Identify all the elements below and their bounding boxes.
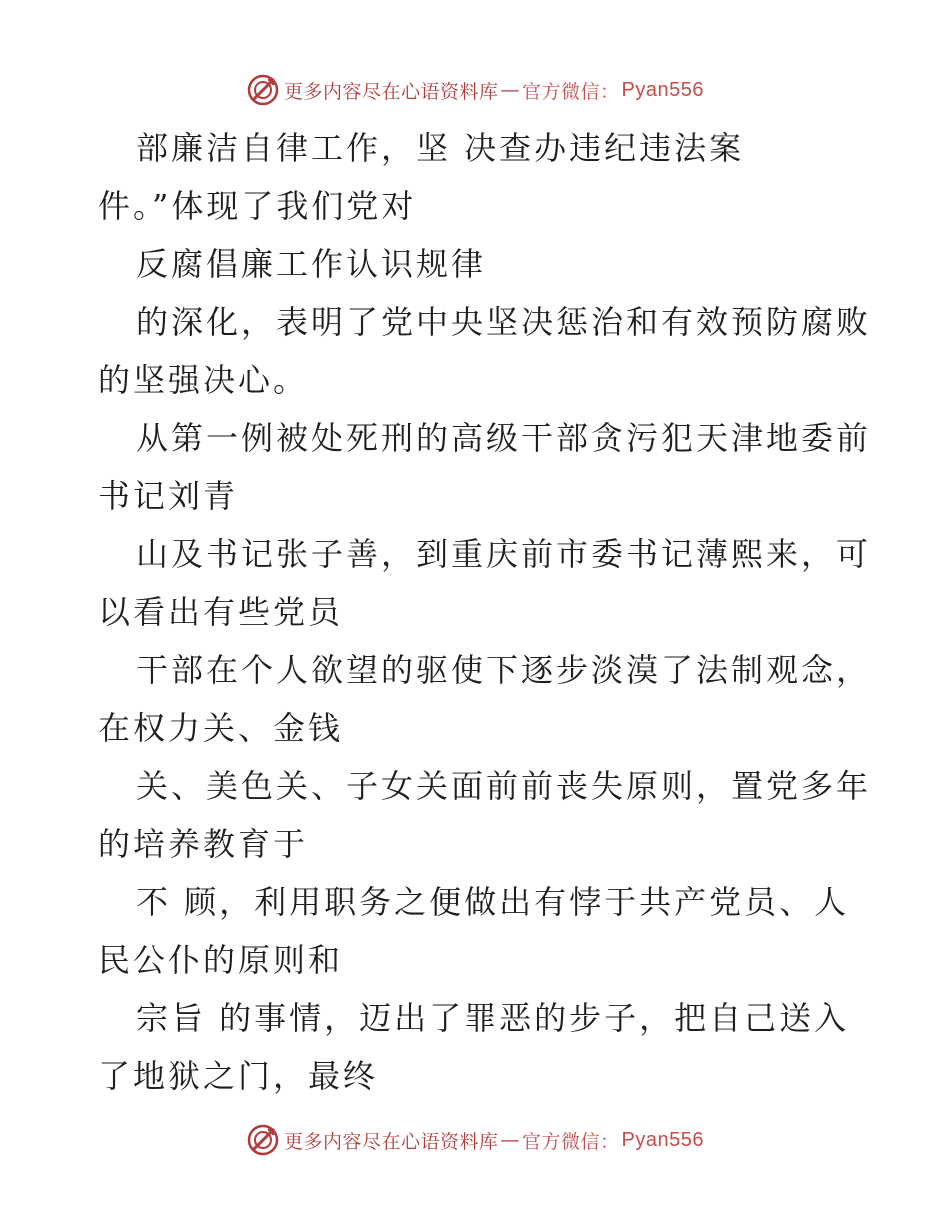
body-line: 民公仆的原则和 bbox=[98, 941, 344, 979]
body-line: 的深化，表明了党中央坚决惩治和有效预防腐败 bbox=[136, 303, 872, 341]
header-brand: 更多内容尽在心语资料库 bbox=[284, 80, 499, 103]
body-line: 书记刘青 bbox=[98, 477, 239, 515]
body-line: 了地狱之门，最终 bbox=[98, 1057, 379, 1095]
body-line: 部廉洁自律工作，坚 决查办违纪违法案 bbox=[136, 129, 745, 167]
body-line: 山及书记张子善，到重庆前市委书记薄熙来，可 bbox=[136, 535, 872, 573]
body-line: 以看出有些党员 bbox=[98, 593, 344, 631]
header-banner bbox=[0, 70, 950, 110]
body-line: 从第一例被处死刑的高级干部贪污犯天津地委前 bbox=[136, 419, 872, 457]
body-line: 在权力关、金钱 bbox=[98, 709, 344, 747]
footer-banner bbox=[0, 1120, 950, 1160]
footer-brand: 更多内容尽在心语资料库 bbox=[284, 1130, 499, 1153]
body-line: 关、美色关、子女关面前前丧失原则，置党多年 bbox=[136, 767, 872, 805]
body-line: 件。”体现了我们党对 bbox=[98, 187, 417, 225]
footer-separator: — bbox=[500, 1129, 521, 1151]
body-line: 反腐倡廉工作认识规律 bbox=[136, 245, 487, 283]
body-line: 不 顾，利用职务之便做出有悖于共产党员、人 bbox=[136, 883, 850, 921]
footer-wechat-label: 官方微信： bbox=[522, 1130, 620, 1153]
brand-logo-icon bbox=[246, 1123, 280, 1157]
header-wechat-id: Pyan556 bbox=[621, 78, 704, 101]
body-line: 的培养教育于 bbox=[98, 825, 309, 863]
body-line: 干部在个人欲望的驱使下逐步淡漠了法制观念， bbox=[136, 651, 872, 689]
body-line: 的坚强决心。 bbox=[98, 361, 309, 399]
body-line: 宗旨 的事情，迈出了罪恶的步子，把自己送入 bbox=[136, 999, 850, 1037]
footer-wechat-id: Pyan556 bbox=[621, 1128, 704, 1151]
footer-banner-text bbox=[284, 1127, 704, 1154]
brand-logo-icon bbox=[246, 73, 280, 107]
header-banner-text bbox=[284, 77, 704, 104]
header-separator: — bbox=[500, 79, 521, 101]
header-wechat-label: 官方微信： bbox=[522, 80, 620, 103]
